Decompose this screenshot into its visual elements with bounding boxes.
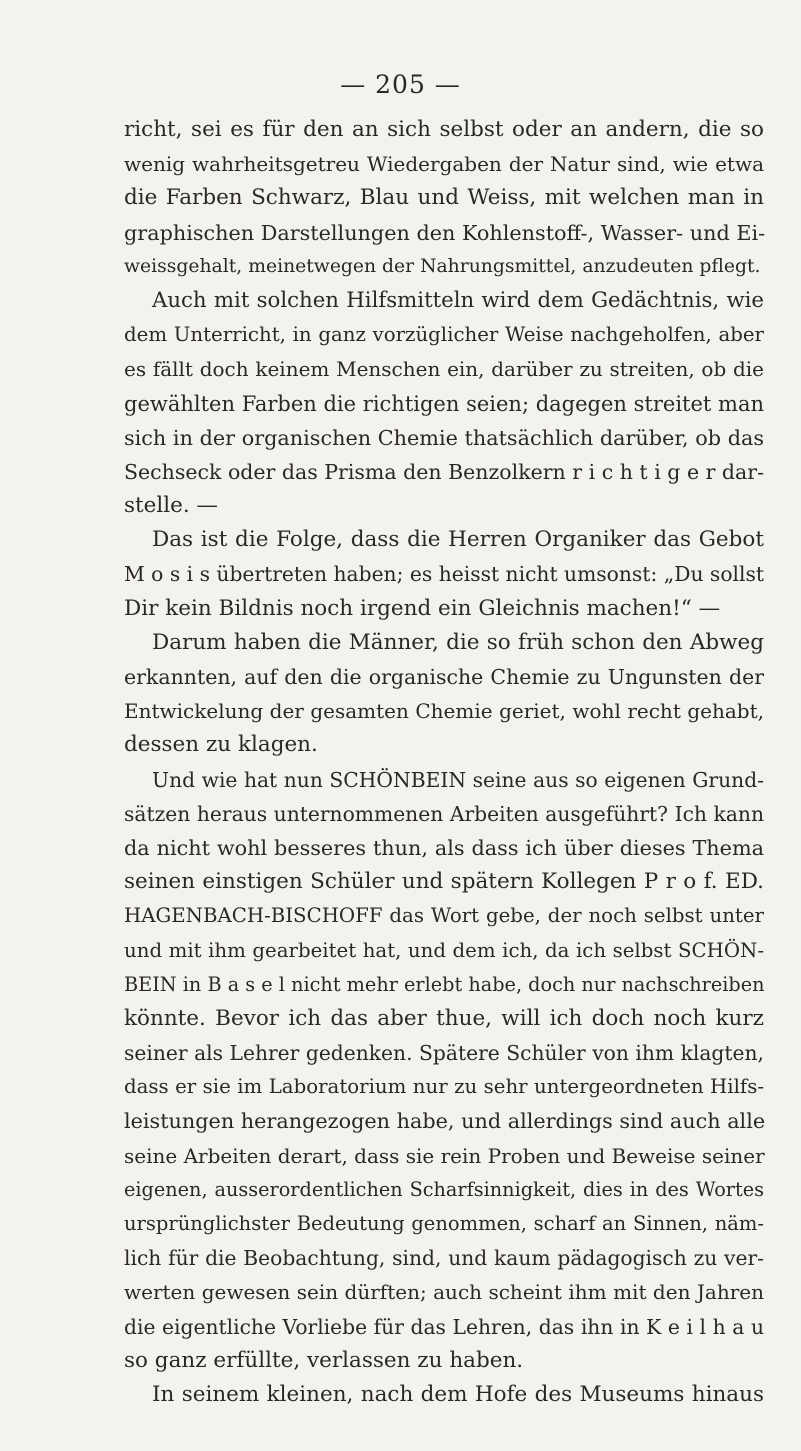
- text-line: die eigentliche Vorliebe für das Lehren, das ihn in K e i l h a u: [124, 1314, 764, 1339]
- text-line: stelle. —: [124, 493, 219, 519]
- text-line: weissgehalt, meinetwegen der Nahrungsmittel, anzudeuten pflegt.: [124, 255, 761, 277]
- text-line: seine Arbeiten derart, dass sie rein Proben und Beweise seiner: [124, 1143, 765, 1168]
- text-line: Und wie hat nun SCHÖNBEIN seine aus so eigenen Grund-: [152, 767, 764, 792]
- text-line: Das ist die Folge, dass die Herren Organiker das Gebot: [152, 527, 764, 553]
- text-line: Dir kein Bildnis noch irgend ein Gleichnis machen!“ —: [124, 595, 721, 621]
- text-line: eigenen, ausserordentlichen Scharfsinnigkeit, dies in des Wortes: [124, 1177, 764, 1201]
- text-line: richt, sei es für den an sich selbst oder an andern, die so: [124, 117, 764, 142]
- text-line: HAGENBACH-BISCHOFF das Wort gebe, der noch selbst unter: [124, 904, 764, 928]
- text-line: sätzen heraus unternommenen Arbeiten ausgeführt? Ich kann: [124, 801, 764, 826]
- text-line: ursprünglichster Bedeutung genommen, scharf an Sinnen, näm-: [124, 1212, 764, 1235]
- text-line: In seinem kleinen, nach dem Hofe des Museums hinaus: [152, 1381, 764, 1407]
- text-line: seinen einstigen Schüler und spätern Kollegen P r o f. ED.: [124, 869, 764, 895]
- text-line: die Farben Schwarz, Blau und Weiss, mit welchen man in: [124, 185, 764, 211]
- text-line: leistungen herangezogen habe, und allerdings sind auch alle: [124, 1109, 766, 1134]
- text-line: so ganz erfüllte, verlassen zu haben.: [124, 1347, 524, 1373]
- text-line: könnte. Bevor ich das aber thue, will ich doch noch kurz: [124, 1005, 764, 1031]
- text-line: wenig wahrheitsgetreu Wiedergaben der Natur sind, wie etwa: [124, 152, 764, 177]
- text-line: dem Unterricht, in ganz vorzüglicher Weise nachgeholfen, aber: [124, 323, 764, 347]
- text-line: werten gewesen sein dürften; auch scheint ihm mit den Jahren: [124, 1280, 764, 1305]
- text-line: da nicht wohl besseres thun, als dass ich über dieses Thema: [124, 835, 764, 860]
- text-line: dessen zu klagen.: [124, 732, 318, 758]
- text-line: dass er sie im Laboratorium nur zu sehr untergeordneten Hilfs-: [124, 1075, 764, 1099]
- page-number-header: — 205 —: [340, 70, 461, 99]
- text-line: Sechseck oder das Prisma den Benzolkern r i c h t i g e r dar-: [124, 459, 764, 484]
- text-line: erkannten, auf den die organische Chemie zu Ungunsten der: [124, 665, 764, 689]
- text-line: und mit ihm gearbeitet hat, und dem ich, da ich selbst SCHÖN-: [124, 938, 764, 962]
- text-line: gewählten Farben die richtigen seien; dagegen streitet man: [124, 391, 764, 416]
- text-line: Darum haben die Männer, die so früh schon den Abweg: [152, 629, 764, 655]
- text-line: seiner als Lehrer gedenken. Spätere Schüler von ihm klagten,: [124, 1041, 764, 1066]
- text-line: M o s i s übertreten haben; es heisst nicht umsonst: „Du sollst: [124, 562, 764, 587]
- text-line: Auch mit solchen Hilfsmitteln wird dem Gedächtnis, wie: [152, 287, 764, 313]
- text-line: graphischen Darstellungen den Kohlenstoff-, Wasser- und Ei-: [124, 220, 766, 245]
- body-text: [124, 113, 764, 1412]
- text-line: sich in der organischen Chemie thatsächlich darüber, ob das: [124, 425, 764, 450]
- text-line: es fällt doch keinem Menschen ein, darüber zu streiten, ob die: [124, 357, 764, 382]
- text-line: Entwickelung der gesamten Chemie geriet, wohl recht gehabt,: [124, 699, 764, 724]
- text-line: lich für die Beobachtung, sind, und kaum pädagogisch zu ver-: [124, 1246, 764, 1271]
- text-line: BEIN in B a s e l nicht mehr erlebt habe, doch nur nachschreiben: [124, 972, 765, 996]
